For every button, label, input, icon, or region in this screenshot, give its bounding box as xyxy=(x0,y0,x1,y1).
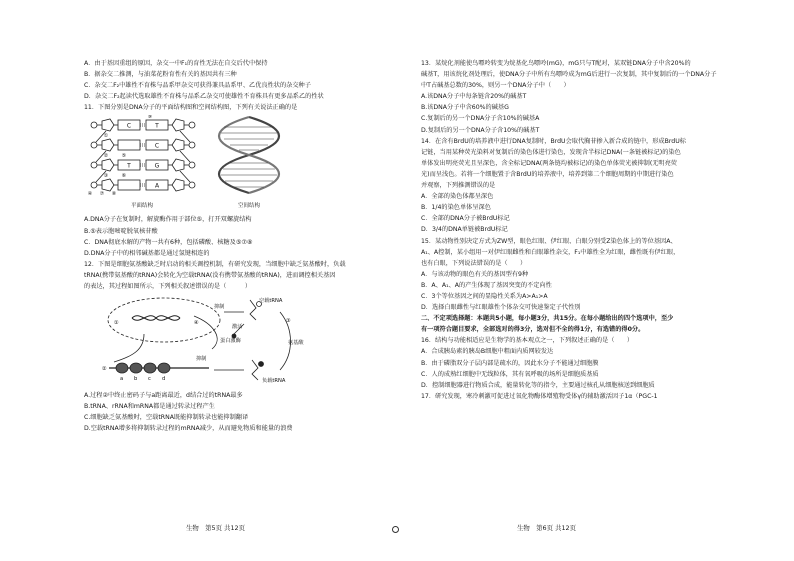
q14-line-3: 单体发出明亮荧光且呈深色，含全标记DNA(两条链均被标记)的染色单体荧光被抑制(无明亮荧 xyxy=(421,159,677,167)
option-a: A．由于基因重组的原因，杂交一中F₁的育性无法在自交后代中保持 xyxy=(84,60,268,67)
q12-option-d: D.空载tRNA增多将抑制转录过程的mRNA减少，从而避免物质和能量的浪费 xyxy=(84,425,293,433)
q13-option-d: D.复制后的另一个DNA分子含10%的碱基T xyxy=(421,126,540,134)
label-loaded-trna: 负载tRNA xyxy=(262,378,286,385)
circle-label-1: ① xyxy=(103,133,109,140)
num-4: ④ xyxy=(194,320,199,327)
right-footer: 生物 第6页 共12页 xyxy=(517,524,576,532)
question-12-stem-1: 12．下图是细胞氨基酸缺乏时启动的相关调控机制，有研究发现，当细胞中缺乏氨基酸时，负载 xyxy=(84,260,346,268)
left-footer: 生物 第5页 共12页 xyxy=(186,524,245,532)
q16-option-d: D．控制细胞器进行物质合成，能量转化等的指令，主要通过核孔从细胞核送到细胞质 xyxy=(421,381,655,389)
caption-plane: 平面结构 xyxy=(130,203,154,210)
label-protein-kinase: 蛋白激酶 xyxy=(220,338,241,345)
label-activate: 激活 xyxy=(232,324,243,331)
q12-option-c: C.细胞缺乏氨基酸时，空载tRNA既能抑制转录也能抑制翻译 xyxy=(84,414,249,422)
trna-loaded-icon xyxy=(252,360,264,380)
base-label-3: C xyxy=(154,142,160,150)
q12-option-b: B.tRNA、rRNA和mRNA都是通过转录过程产生 xyxy=(84,403,215,411)
q16-stem: 16．结构与功能相适应是生物学的基本观点之一，下列叙述正确的是（ ） xyxy=(421,337,634,345)
num-2: ② xyxy=(102,366,107,373)
circle-label-4: ④ xyxy=(87,191,93,198)
letter-b: b xyxy=(134,376,138,383)
circle-label-3: ③ xyxy=(103,173,109,180)
q15-option-c: C．3个等位基因之间的显隐性关系为A>A₁>A xyxy=(421,292,548,300)
q11-option-d: D.DNA分子中的相邻碱基都是通过氢键相连的 xyxy=(84,249,210,257)
letter-c: c xyxy=(148,376,151,383)
q14-line-1: 14．在含有BrdU的培养液中进行DNA复制时，BrdU会取代胸苷掺入新合成的链中，形成BrdU标 xyxy=(421,137,686,145)
num-1: ① xyxy=(114,320,119,327)
circle-label-9: ⑨ xyxy=(147,115,153,121)
label-empty-trna: 空载tRNA xyxy=(259,298,283,305)
circle-label-8: ⑧ xyxy=(111,191,117,198)
circle-label-6: ⑥ xyxy=(121,173,127,180)
q14-option-d: D．3/4的DNA单链被BrdU标记 xyxy=(421,226,508,234)
q15-option-a: A．与该动物的眼色有关的基因型有9种 xyxy=(421,270,529,278)
trna-regulation-svg xyxy=(84,294,324,387)
trna-regulation-figure xyxy=(84,294,385,387)
right-page xyxy=(397,0,794,561)
label-amino-acid: 氨基酸 xyxy=(288,340,304,347)
base-label-4: G xyxy=(154,162,160,170)
q14-option-b: B．1/4的染色单体呈深色 xyxy=(421,204,491,212)
question-11-stem: 11．下图分别是DNA分子的平面结构图和空间结构图，下列有关说法正确的是 xyxy=(84,104,298,112)
question-12-stem-2: tRNA(携带氨基酸的tRNA)会转化为空载tRNA(没有携带氨基酸的tRNA)，进而调控相关基因 xyxy=(84,271,336,279)
q15-option-b: B．A、A₁、A的产生体现了基因突变的不定向性 xyxy=(421,281,552,289)
circle-label-5: ⑤ xyxy=(121,153,127,160)
label-inhibit-2: 抑制 xyxy=(196,356,207,363)
q13-option-c: C.复制后的另一个DNA分子含10%的碱基A xyxy=(421,115,540,123)
q13-line-3: 中T占碱基总数的30%，则另一个DNA分子中（ ） xyxy=(421,82,570,90)
label-inhibit: 抑制 xyxy=(214,304,225,311)
q16-option-a: A．合成胰岛素的胰岛B细胞中粗面内质网较发达 xyxy=(421,348,554,356)
q13-line-2: 碱基T，用该烷化剂处理后，使DNA分子中所有鸟嘌呤成为mG后进行一次复制，其中复制后的一个DNA分子 xyxy=(421,71,717,79)
base-label-6: T xyxy=(127,162,131,170)
num-3: ③ xyxy=(286,318,291,325)
base-label-1: C xyxy=(126,122,132,130)
letter-d: d xyxy=(162,376,166,383)
letter-a: a xyxy=(120,376,124,383)
q14-option-c: C．全部的DNA分子被BrdU标记 xyxy=(421,215,510,223)
q13-option-a: A.该DNA分子中每条链含20%的碱基T xyxy=(421,93,527,101)
q17-line-1: 17．研究发现，寒冷刺激可促进过氧化物酶体增殖物受体γ的辅助激活因子1α（PGC-1 xyxy=(421,392,658,400)
option-b: B．据杂交二推测，与油菜花粉育性有关的基因共有三种 xyxy=(84,71,237,79)
q14-line-5: 并观察，下列推测错误的是 xyxy=(421,182,496,190)
question-12-stem-3: 的表达，其过程如图所示，下列相关叙述错误的是（ ） xyxy=(84,283,252,291)
q16-option-b: B．由于磷脂双分子层内部是疏水的，因此水分子不能通过细胞膜 xyxy=(421,359,599,367)
q15-option-d: D．选择白眼雌性与红眼雄性个体杂交可快速鉴定子代性别 xyxy=(421,304,581,312)
q15-line-2: A₁、A控制，某小组用一对伊红眼雌性和白眼雄性杂交，F₁中雄性全为红眼，雌性既有伊红眼， xyxy=(421,248,680,256)
q13-option-b: B.该DNA分子中含60%的碱基G xyxy=(421,104,509,112)
q14-line-2: 记链，当用某种荧光染料对复制后的染色体进行染色，发现含半标记DNA(一条链被标记)的染色 xyxy=(421,148,681,156)
q13-line-1: 13．某烷化剂能使鸟嘌呤转变为烷基化鸟嘌呤(mG)，mG只与T配对，某双链DNA分子中含20%的 xyxy=(421,60,691,67)
base-label-5: A xyxy=(154,182,160,190)
caption-space: 空间结构 xyxy=(237,203,261,210)
q14-option-a: A．全部的染色体都呈深色 xyxy=(421,193,494,201)
double-helix-icon xyxy=(219,117,279,193)
q15-line-3: 也有白眼，下列说法错误的是（ ） xyxy=(421,259,527,267)
dna-structure-svg xyxy=(84,115,324,211)
dna-structure-figure xyxy=(84,115,385,211)
section-2-heading-1: 二、不定项选择题：本题共5小题，每小题3分，共15分。在每小题给出的四个选项中，至少 xyxy=(421,315,674,323)
option-c: C．杂交二F₂中雄性不育株与品系甲杂交可获得兼具品系甲、乙优良性状的杂交种子 xyxy=(84,82,311,90)
q14-line-4: 光)而呈浅色。若将一个细胞置于含BrdU的培养液中，培养到第二个细胞周期的中期进行染色 xyxy=(421,170,674,178)
section-2-heading-2: 有一项符合题目要求，全部选对的得3分，选对但不全的得1分，有选错的得0分。 xyxy=(421,326,645,334)
q15-line-1: 15．某动物性别决定方式为ZW型，眼色红眼、伊红眼、白眼分别受Z染色体上的等位基因A、 xyxy=(421,237,677,245)
q11-option-a: A.DNA分子在复制时，解旋酶作用于部位⑤，打开双螺旋结构 xyxy=(84,216,252,224)
left-strand xyxy=(91,119,114,191)
option-d: D．杂交二F₂起读代选取雄性不育株与品系乙杂交可使雄性不育株具有更多品系乙的性状 xyxy=(84,93,324,101)
q11-option-b: B.⑤表示胞嘧啶脱氧核苷酸 xyxy=(84,227,158,235)
q12-option-a: A.过程②中终止密码子与a距离最近，d结合过的tRNA最多 xyxy=(84,392,243,400)
right-strand xyxy=(172,119,195,191)
base-label-2: T xyxy=(155,122,159,130)
circle-label-2: ② xyxy=(103,153,109,160)
q11-option-c: C．DNA彻底水解的产物一共有6种，包括磷酸、核糖及⑤⑦⑧ xyxy=(84,238,253,246)
circle-label-7: ⑦ xyxy=(99,191,105,198)
q16-option-c: C．人的成熟红细胞中无线粒体，其有氧呼吸的场所是细胞质基质 xyxy=(421,370,599,378)
